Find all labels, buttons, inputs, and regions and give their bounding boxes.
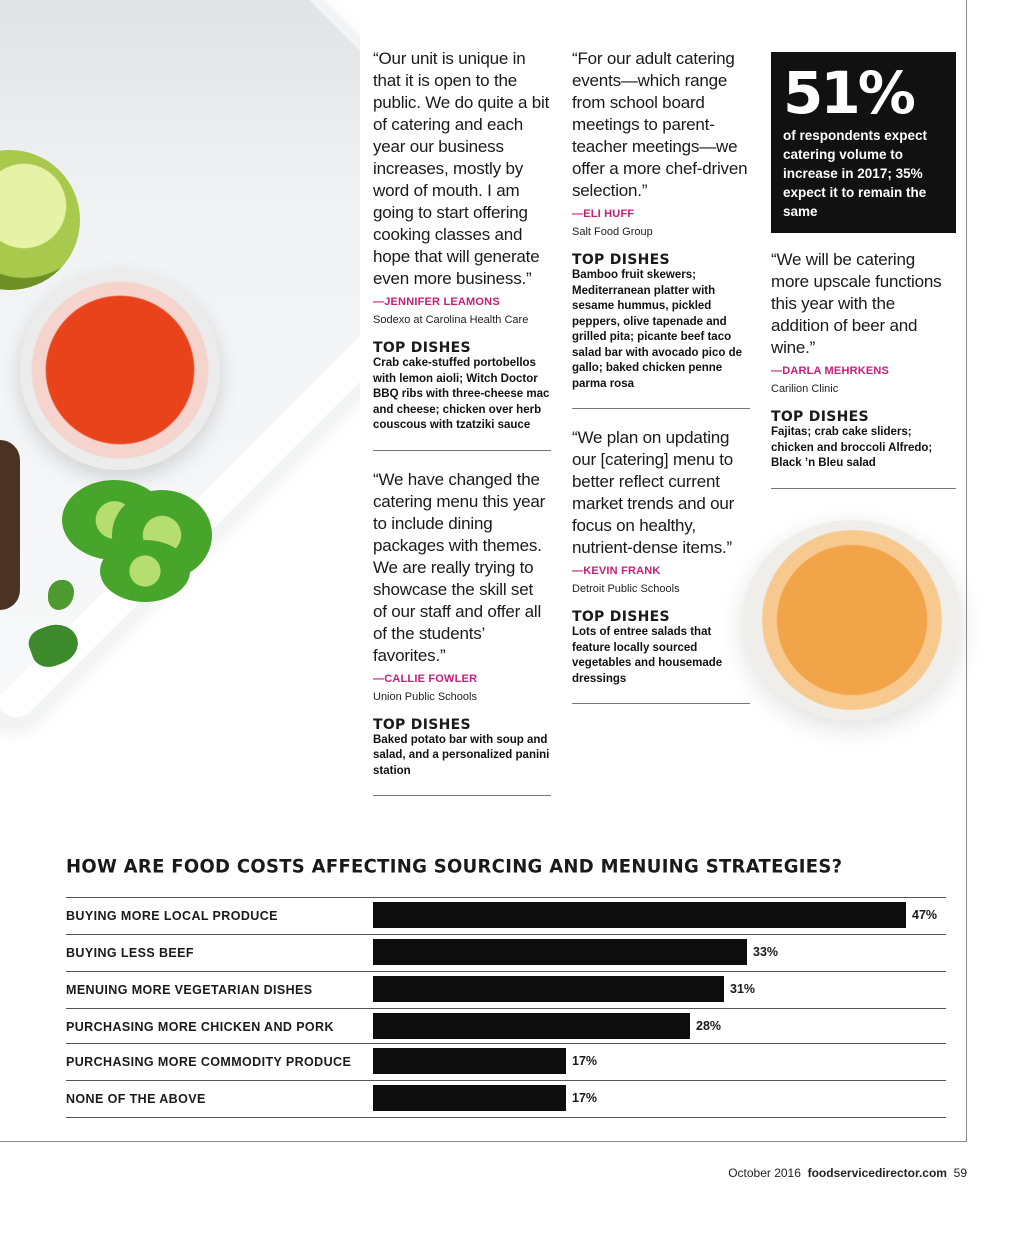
quote-block [572,427,750,704]
quote-text: “We have changed the catering menu this year to include dining packages with themes. We are really trying to showcase the skill set of our staff and offer all of the students’ favorites.” [373,469,546,665]
divider [572,703,750,704]
quote-organization: Sodexo at Carolina Health Care [373,314,529,326]
bar-value-label: 47% [912,908,938,922]
top-dishes-text: Baked potato bar with soup and salad, and a personalized panini station [373,733,550,777]
quote-organization: Carilion Clinic [771,383,839,395]
page-frame-right [966,0,967,1142]
top-dishes-heading: TOP DISHES [373,340,471,356]
bar [373,976,724,1002]
quote-organization: Detroit Public Schools [572,583,680,595]
issue-date: October 2016 [728,1166,801,1180]
chart-row [66,1008,946,1043]
quote-organization: Salt Food Group [572,226,653,238]
category-label: NONE OF THE ABOVE [66,1092,206,1106]
website-link[interactable]: foodservicedirector.com [807,1166,947,1180]
top-dishes-text: Crab cake-stuffed portobellos with lemon aioli; Witch Doctor BBQ ribs with three-cheese mac and cheese; chicken over herb couscous with tzatziki sauce [373,357,550,431]
category-label: PURCHASING MORE CHICKEN AND PORK [66,1020,334,1034]
page-number: 59 [953,1166,967,1180]
top-dishes-heading: TOP DISHES [771,409,869,425]
top-dishes-heading: TOP DISHES [572,609,670,625]
quote-block [771,249,956,489]
food-photo [0,0,360,840]
chart-row [66,934,946,971]
red-sauce-cup-image [20,270,220,470]
category-label: BUYING MORE LOCAL PRODUCE [66,909,278,923]
quote-text: “For our adult catering events—which range from school board meetings to parent-teacher meetings—we offer a more chef-driven selection.” [572,49,748,200]
chart-row [66,1043,946,1080]
category-label: PURCHASING MORE COMMODITY PRODUCE [66,1055,352,1069]
bar-value-label: 33% [753,945,779,959]
category-label: BUYING LESS BEEF [66,946,194,960]
bar [373,902,906,928]
quote-block [572,48,750,409]
bar-value-label: 17% [572,1091,598,1105]
page-frame-bottom [0,1141,967,1142]
quote-author: —ELI HUFF [572,208,635,220]
stat-text: of respondents expect catering volume to increase in 2017; 35% expect it to remain the same [783,128,928,219]
quote-author: —JENNIFER LEAMONS [373,296,500,308]
divider [771,488,956,489]
quote-author: —CALLIE FOWLER [373,672,478,685]
column-2 [572,48,750,722]
chart-title: HOW ARE FOOD COSTS AFFECTING SOURCING AND MENUING STRATEGIES? [66,855,843,878]
divider [572,408,750,409]
divider [373,795,551,796]
top-dishes-text: Fajitas; crab cake sliders; chicken and broccoli Alfredo; Black ’n Bleu salad [771,426,933,469]
bar-chart [66,897,946,1118]
bar [373,1013,690,1039]
grilled-meat-image [0,440,20,610]
jalapeno-slice-image [100,540,190,602]
quote-block [373,469,551,797]
bar [373,1048,566,1074]
top-dishes-text: Lots of entree salads that feature locally sourced vegetables and housemade dressings [572,626,723,685]
quote-organization: Union Public Schools [373,690,477,703]
top-dishes-heading: TOP DISHES [572,252,670,268]
category-label: MENUING MORE VEGETARIAN DISHES [66,983,313,997]
bar-value-label: 17% [572,1054,598,1068]
orange-sauce-cup-image [742,520,962,720]
chart-row [66,897,946,934]
chart-row [66,1080,946,1118]
top-dishes-text: Bamboo fruit skewers; Mediterranean platter with sesame hummus, pickled peppers, olive tapenade and grilled pita; picante beef taco salad bar with avocado pico de gallo; baked chicken penne parma rosa [572,269,742,390]
stat-callout [771,52,956,233]
divider [373,450,551,451]
bar [373,1085,566,1111]
bar-value-label: 28% [696,1019,722,1033]
bar [373,939,747,965]
quote-author: —DARLA MEHRKENS [771,365,890,377]
quote-text: “We will be catering more upscale functions this year with the addition of beer and wine.” [771,250,942,357]
page-footer [728,1166,967,1180]
column-1 [373,48,551,814]
quote-text: “Our unit is unique in that it is open to the public. We do quite a bit of catering and each year our business increases, mostly by word of mouth. I am going to start offering cooking classes and hope that will generate even more business.” [373,49,550,288]
quote-text: “We plan on updating our [catering] menu to better reflect current market trends and our focus on healthy, nutrient-dense items.” [572,428,735,557]
chart-row [66,971,946,1008]
quote-author: —KEVIN FRANK [572,565,661,577]
bar-value-label: 31% [730,982,756,996]
quote-block [373,48,551,451]
top-dishes-heading: TOP DISHES [373,716,471,733]
stat-number: 51% [783,59,913,127]
column-3 [771,48,956,507]
